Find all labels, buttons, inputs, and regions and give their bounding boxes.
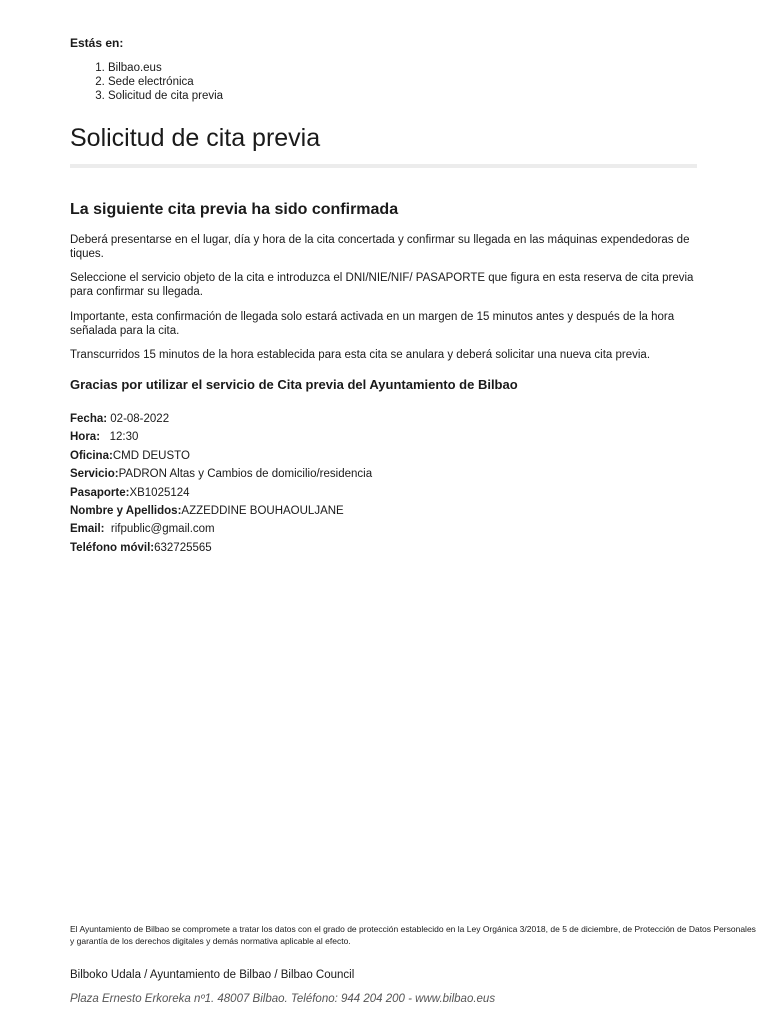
detail-label: Servicio: [70, 468, 119, 481]
detail-row-oficina [70, 447, 698, 465]
detail-label: Teléfono móvil: [70, 541, 155, 554]
detail-value: XB1025124 [129, 486, 190, 499]
breadcrumb-item-solicitud[interactable]: 3. Solicitud de cita previa [108, 89, 223, 103]
detail-row-telefono [70, 539, 698, 557]
legal-notice: El Ayuntamiento de Bilbao se compromete a tratar los datos con el grado de protección establecido en la Ley Orgánica 3/2018, de 5 de diciembre, de Protección de Datos Personales y garantía de los derechos digitales y demás normativa aplicable al efecto. [70, 924, 756, 946]
detail-value: 632725565 [154, 541, 212, 554]
instruction-paragraph: Transcurridos 15 minutos de la hora establecida para esta cita se anulara y deberá solicitar una nueva cita previa. [70, 349, 651, 361]
detail-row-fecha [70, 410, 698, 428]
footer-address: Plaza Ernesto Erkoreka nº1. 48007 Bilbao. Teléfono: 944 204 200 - www.bilbao.eus [70, 993, 496, 1005]
detail-value: AZZEDDINE BOUHAOULJANE [181, 505, 344, 518]
detail-label: Oficina: [70, 449, 113, 462]
detail-row-pasaporte [70, 484, 698, 502]
detail-row-servicio [70, 465, 698, 483]
detail-label: Hora: [70, 431, 101, 444]
breadcrumb-item-sede[interactable]: 2. Sede electrónica [108, 75, 223, 89]
detail-label: Pasaporte: [70, 486, 130, 499]
detail-label: Nombre y Apellidos: [70, 505, 182, 518]
detail-value: 12:30 [100, 431, 139, 444]
detail-row-hora [70, 428, 698, 446]
detail-value: 02-08-2022 [107, 413, 170, 425]
appointment-details [70, 410, 698, 557]
footer-organization: Bilboko Udala / Ayuntamiento de Bilbao / Bilbao Council [70, 969, 355, 981]
page-title: Solicitud de cita previa [70, 124, 321, 152]
detail-row-nombre [70, 502, 698, 520]
confirmation-heading: La siguiente cita previa ha sido confirmada [70, 201, 399, 218]
detail-value: PADRON Altas y Cambios de domicilio/residencia [118, 468, 373, 481]
instruction-paragraph: Importante, esta confirmación de llegada solo estará activada en un margen de 15 minutos antes y después de la hora señalada para la cita. [70, 311, 675, 337]
detail-value: CMD DEUSTO [112, 449, 190, 462]
detail-label: Email: [70, 523, 105, 536]
detail-label: Fecha: [70, 413, 108, 425]
instruction-paragraph: Deberá presentarse en el lugar, día y hora de la cita concertada y confirmar su llegada en las máquinas expendedoras de tiques. [70, 234, 690, 260]
breadcrumb-label: Estás en: [70, 36, 124, 50]
detail-row-email [70, 520, 698, 538]
instruction-paragraph: Seleccione el servicio objeto de la cita e introduzca el DNI/NIE/NIF/ PASAPORTE que figura en esta reserva de cita previa para confirmar su llegada. [70, 272, 694, 298]
breadcrumb-item-bilbao[interactable]: 1. Bilbao.eus [108, 61, 223, 75]
thanks-heading: Gracias por utilizar el servicio de Cita previa del Ayuntamiento de Bilbao [70, 377, 518, 392]
title-divider [70, 164, 697, 168]
breadcrumb [94, 61, 223, 103]
detail-value: rifpublic@gmail.com [104, 523, 215, 536]
